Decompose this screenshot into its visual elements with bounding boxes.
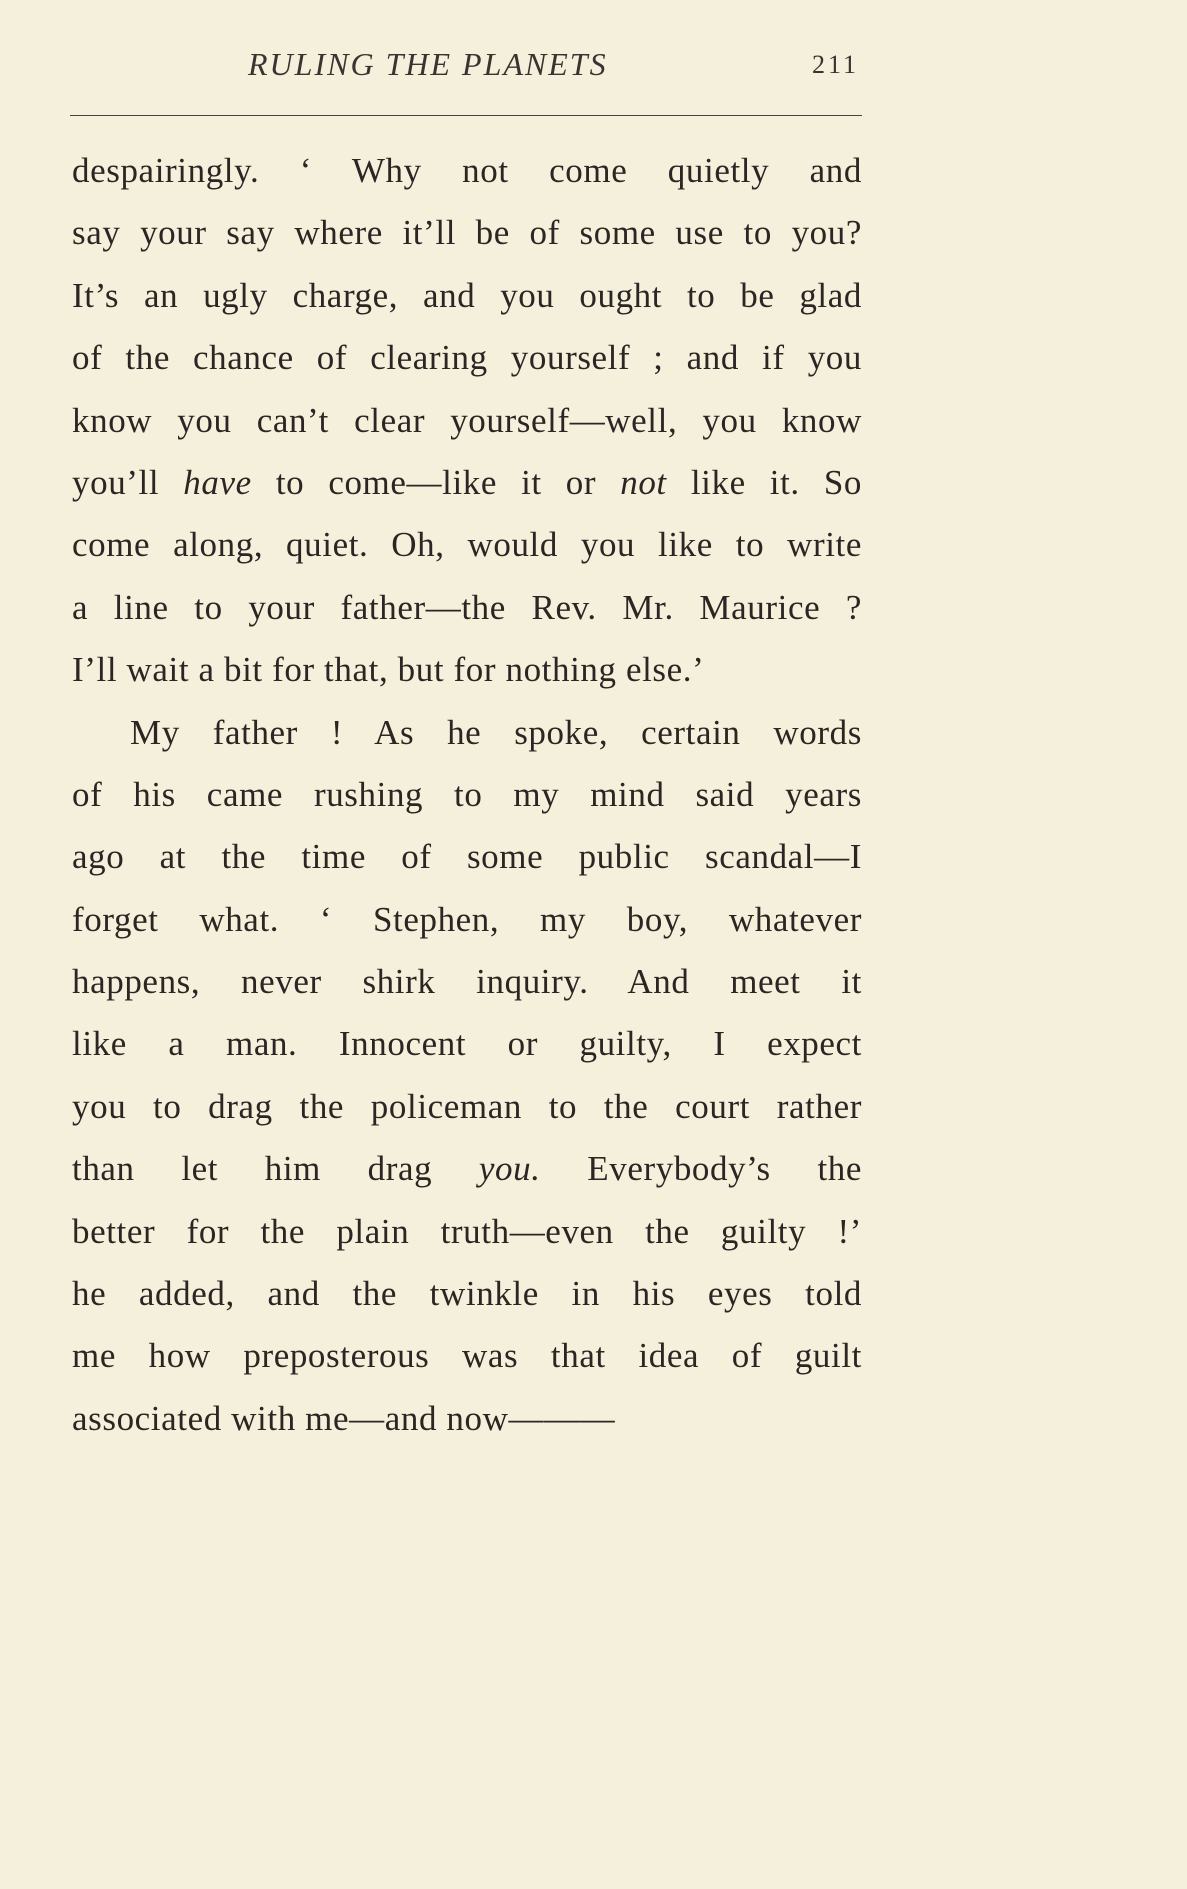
text-line: come along, quiet. Oh, would you like to write <box>72 525 862 565</box>
italic-emphasis: you. <box>478 1149 541 1189</box>
text-line: you’ll have to come—like it or not like it. So <box>72 462 862 502</box>
text-line: me how preposterous was that idea of guilt <box>72 1336 862 1376</box>
running-head <box>0 46 987 90</box>
text-line: associated with me—and now——— <box>72 1398 616 1438</box>
text-line: I’ll wait a bit for that, but for nothing else.’ <box>72 650 705 690</box>
text-line: know you can’t clear yourself—well, you know <box>72 400 862 440</box>
text-line: of the chance of clearing yourself ; and if you <box>72 338 862 378</box>
text-line: say your say where it’ll be of some use to you? <box>72 213 862 253</box>
italic-emphasis: not <box>620 462 667 502</box>
text-line: you to drag the policeman to the court rather <box>72 1086 862 1126</box>
running-title: RULING THE PLANETS <box>248 46 608 82</box>
text-line: ago at the time of some public scandal—I <box>72 837 862 877</box>
text-line: despairingly. ‘ Why not come quietly and <box>72 151 862 190</box>
text-line: of his came rushing to my mind said years <box>72 774 862 814</box>
text-line: happens, never shirk inquiry. And meet it <box>72 962 862 1002</box>
text-line: It’s an ugly charge, and you ought to be glad <box>72 275 862 315</box>
page-number: 211 <box>812 50 860 79</box>
text-line: forget what. ‘ Stephen, my boy, whatever <box>72 899 862 939</box>
text-line: like a man. Innocent or guilty, I expect <box>72 1024 862 1064</box>
text-line: he added, and the twinkle in his eyes told <box>72 1274 862 1314</box>
text-line: better for the plain truth—even the guilty !’ <box>72 1211 862 1251</box>
header-rule <box>70 115 862 116</box>
paragraph-start-line: My father ! As he spoke, certain words <box>130 712 862 752</box>
body-text <box>72 140 862 1450</box>
italic-emphasis: have <box>183 462 252 502</box>
text-line: than let him drag you. Everybody’s the <box>72 1149 862 1189</box>
text-line: a line to your father—the Rev. Mr. Maurice ? <box>72 587 862 627</box>
